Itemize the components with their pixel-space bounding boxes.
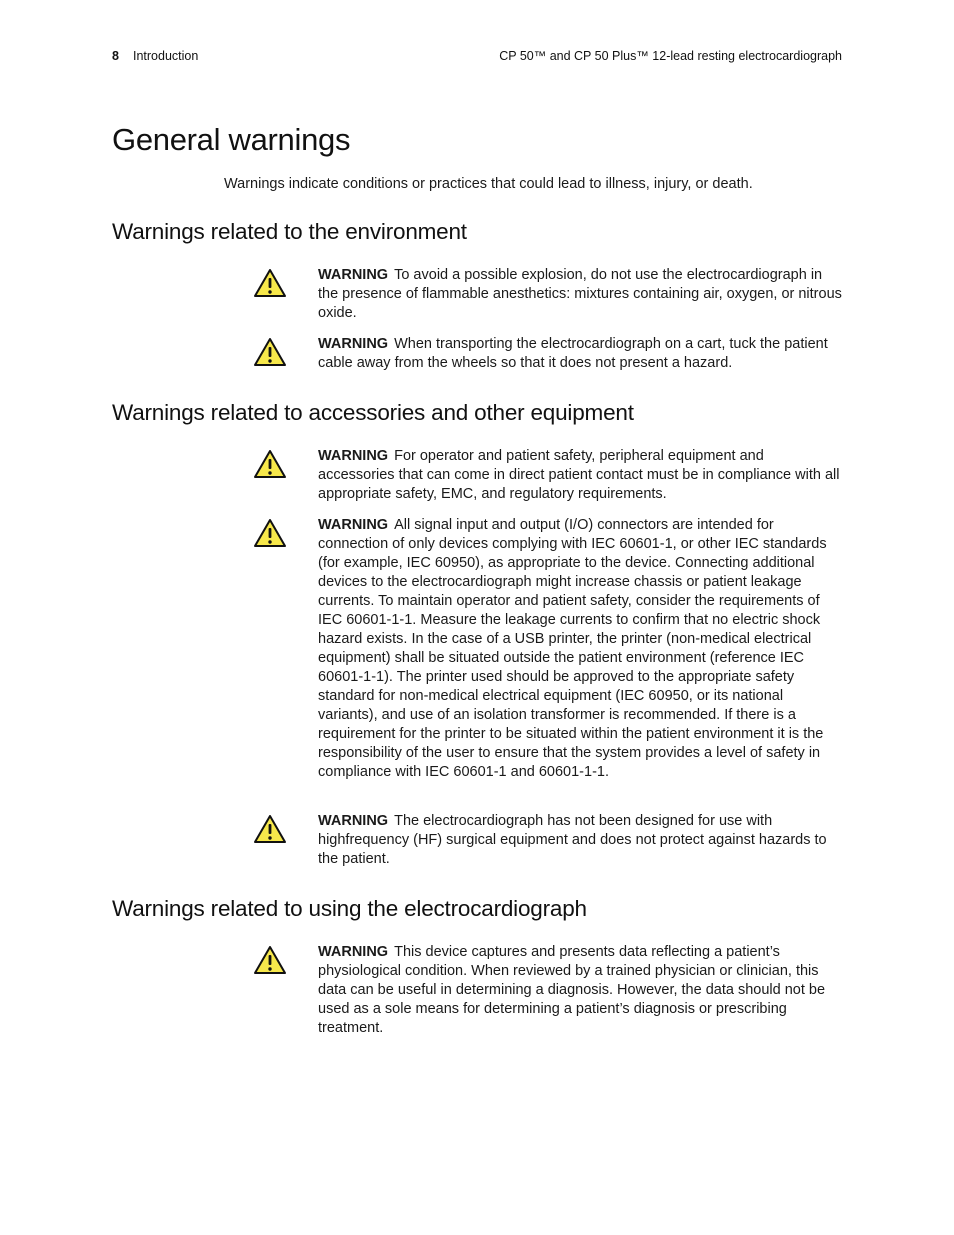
warning-text: To avoid a possible explosion, do not use the electrocardiograph in the presence of flammable anesthetics: mixtures containing air, oxygen, or nitrous oxide. bbox=[318, 267, 842, 321]
warning-label: WARNING bbox=[318, 336, 389, 352]
warning-label: WARNING bbox=[318, 944, 389, 960]
section-heading-environment: Warnings related to the environment bbox=[112, 219, 467, 244]
intro-paragraph: Warnings indicate conditions or practices that could lead to illness, injury, or death. bbox=[224, 176, 753, 192]
warning-item bbox=[318, 516, 843, 782]
warning-item bbox=[318, 812, 843, 869]
warning-item bbox=[318, 943, 843, 1038]
warning-triangle-icon bbox=[253, 268, 287, 298]
warning-text: When transporting the electrocardiograph on a cart, tuck the patient cable away from the wheels so that it does not present a hazard. bbox=[318, 336, 828, 371]
warning-text: For operator and patient safety, peripheral equipment and accessories that can come in direct patient contact must be in compliance with all appropriate safety, EMC, and regulatory requirements. bbox=[318, 448, 840, 502]
page-header bbox=[112, 49, 842, 67]
document-title: CP 50™ and CP 50 Plus™ 12-lead resting electrocardiograph bbox=[499, 49, 842, 63]
warning-label: WARNING bbox=[318, 517, 389, 533]
warning-label: WARNING bbox=[318, 813, 389, 829]
warning-item bbox=[318, 447, 843, 504]
page-title: General warnings bbox=[112, 122, 351, 157]
warning-label: WARNING bbox=[318, 267, 389, 283]
warning-item bbox=[318, 335, 843, 373]
warning-text: All signal input and output (I/O) connectors are intended for connection of only devices complying with IEC 60601-1, or other IEC standards (for example, IEC 60950), as appropriate to the device. Connecting additional devices to the electrocardiograph might increase chassis or patient leakage currents. To maintain operator and patient safety, consider the requirements of IEC 60601-1-1. Measure the leakage currents to confirm that no electric shock hazard exists. In the case of a USB printer, the printer (non-medical electrical equipment) shall be situated outside the patient environment (reference IEC 60601-1-1). The printer used should be approved to the appropriate safety standard for non-medical electrical equipment (IEC 60950, or its national variants), and use of an isolation transformer is recommended. If there is a requirement for the printer to be situated within the patient environment it is the responsibility of the user to ensure that the system provides a level of safety in compliance with IEC 60601-1 and 60601-1-1. bbox=[318, 517, 827, 780]
warning-label: WARNING bbox=[318, 448, 389, 464]
warning-triangle-icon bbox=[253, 337, 287, 367]
warning-text: This device captures and presents data reflecting a patient’s physiological condition. When reviewed by a trained physician or clinician, this data can be useful in determining a diagnosis. However, the data should not be used as a sole means for determining a patient’s diagnosis or prescribing treatment. bbox=[318, 944, 826, 1036]
section-heading-accessories: Warnings related to accessories and other equipment bbox=[112, 400, 634, 425]
section-heading-using: Warnings related to using the electrocardiograph bbox=[112, 896, 587, 921]
warning-triangle-icon bbox=[253, 814, 287, 844]
warning-triangle-icon bbox=[253, 945, 287, 975]
warning-triangle-icon bbox=[253, 449, 287, 479]
warning-text: The electrocardiograph has not been designed for use with highfrequency (HF) surgical equipment and does not protect against hazards to the patient. bbox=[318, 813, 827, 867]
warning-item bbox=[318, 266, 843, 323]
section-name: Introduction bbox=[133, 49, 199, 63]
warning-triangle-icon bbox=[253, 518, 287, 548]
page-number: 8 bbox=[112, 49, 119, 63]
